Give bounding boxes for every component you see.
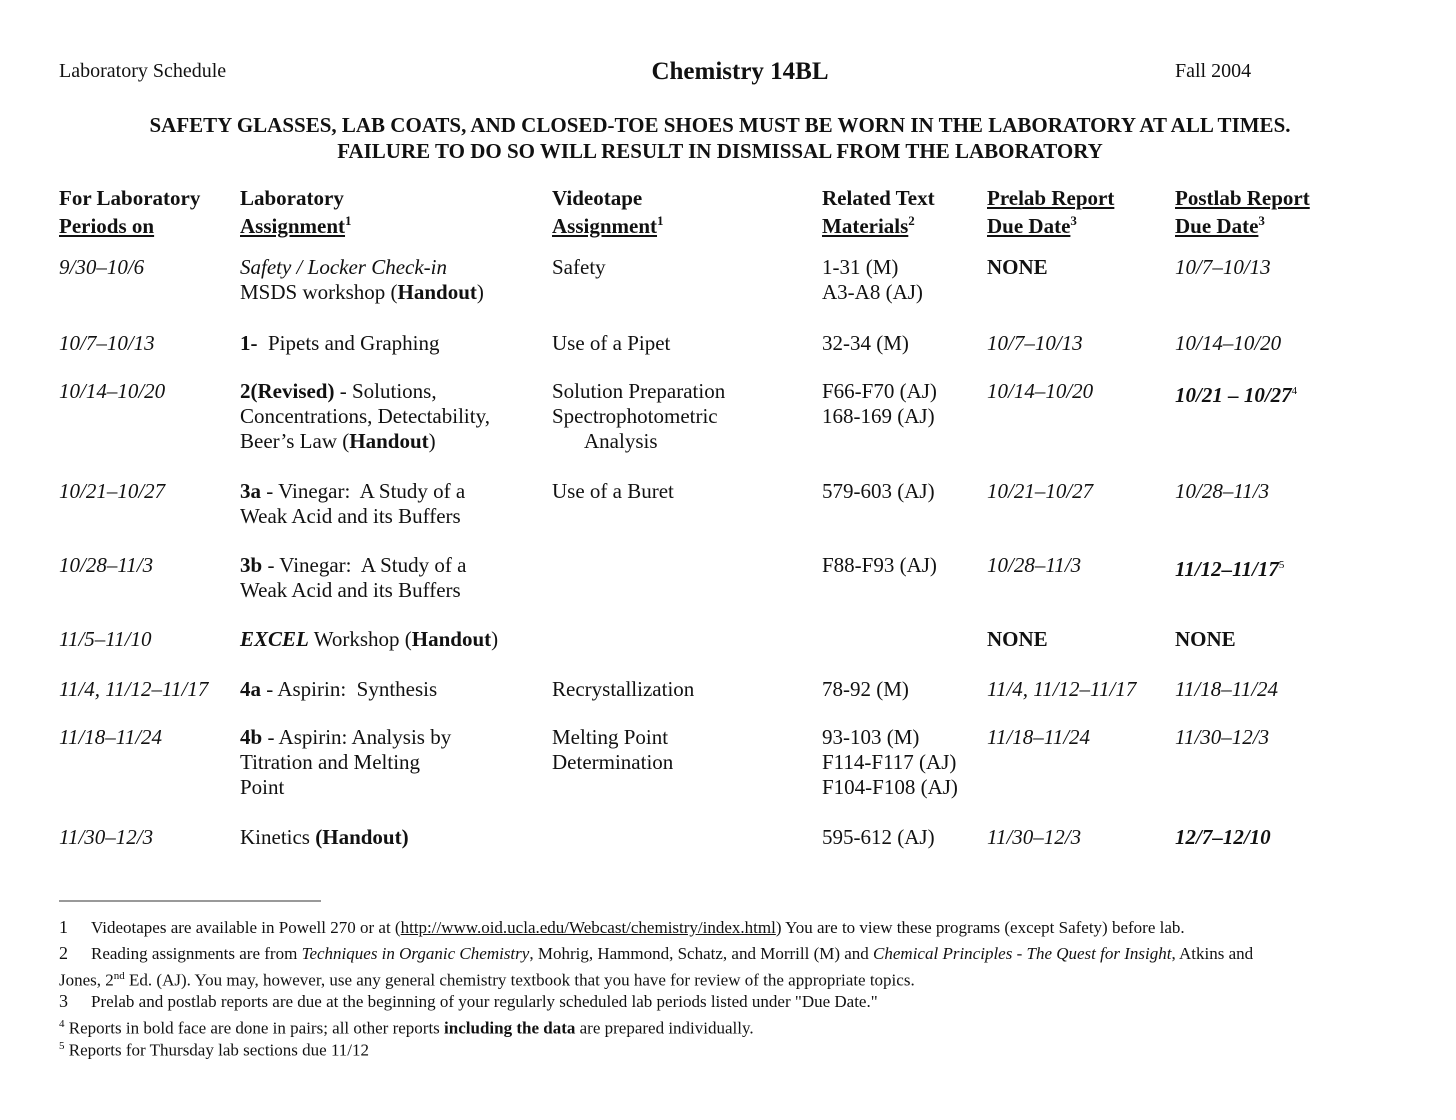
period-date: 9/30–10/6 (59, 255, 145, 279)
text-materials: 78-92 (M) (822, 677, 909, 701)
assignment-number: 4a (240, 677, 261, 701)
col-header-text (822, 184, 935, 240)
period-date: 10/21–10/27 (59, 479, 166, 503)
postlab-due (1175, 379, 1297, 408)
period-date: 11/18–11/24 (59, 725, 163, 749)
postlab-due: 11/18–11/24 (1175, 677, 1279, 701)
footnote-ref: 3 (1070, 213, 1077, 228)
col-header-prelab (987, 184, 1114, 240)
assignment-text: Workshop ( (308, 627, 412, 651)
assignment-text: Kinetics (240, 825, 310, 849)
postlab-due: 11/30–12/3 (1175, 725, 1270, 749)
video-line: Melting Point (552, 725, 669, 749)
col-header-prelab-line2: Due Date (987, 214, 1071, 238)
footnote-text: , Atkins and (1171, 944, 1254, 963)
footnote-text: Jones, 2 (59, 970, 114, 990)
assignment-line: Titration and Melting (240, 750, 421, 774)
assignment-line: Point (240, 775, 285, 799)
book-title: Techniques in Organic Chemistry (301, 944, 530, 963)
assignment-number: 1- (240, 331, 258, 355)
assignment-number: 3b (240, 553, 263, 577)
footnote-ref: 2 (908, 213, 915, 228)
footnote-ref: 1 (657, 213, 664, 228)
assignment-text: - Aspirin: Analysis by (262, 725, 452, 749)
safety-warning (0, 112, 1440, 164)
prelab-due: NONE (987, 255, 1048, 279)
video-line: Spectrophotometric (552, 404, 718, 428)
postlab-due: NONE (1175, 627, 1236, 651)
handout-label: Handout (322, 825, 402, 849)
text-materials: 32-34 (M) (822, 331, 909, 355)
footnote-text: Videotapes are available in Powell 270 or at ( (91, 918, 401, 937)
text-ref: F66-F70 (AJ) (822, 379, 937, 403)
prelab-due: NONE (987, 627, 1048, 651)
assignment-text: - Aspirin: Synthesis (261, 677, 438, 701)
prelab-due: 11/4, 11/12–11/17 (987, 677, 1137, 701)
period-date: 11/4, 11/12–11/17 (59, 677, 209, 701)
footnote-number: 1 (59, 917, 68, 937)
lab-assignment (240, 825, 409, 850)
footnote-text: Reports in bold face are done in pairs; all other reports (64, 1018, 445, 1038)
assignment-line: Concentrations, Detectability, (240, 404, 490, 428)
text-materials (822, 725, 958, 800)
assignment-number: EXCEL (240, 627, 309, 651)
assignment-text: ) (428, 429, 436, 453)
lab-assignment (240, 725, 451, 800)
assignment-number: 2(Revised) (240, 379, 335, 403)
text-ref: F114-F117 (AJ) (822, 750, 957, 774)
footnote-emphasis: including the data (444, 1018, 576, 1038)
assignment-line: Weak Acid and its Buffers (240, 504, 461, 528)
col-header-postlab (1175, 184, 1310, 240)
assignment-text: Pipets and Graphing (257, 331, 440, 355)
text-ref: 168-169 (AJ) (822, 404, 935, 428)
webcast-link[interactable]: http://www.oid.ucla.edu/Webcast/chemistry/index.html (400, 918, 776, 937)
assignment-text: ) (401, 825, 409, 849)
postlab-due: 10/28–11/3 (1175, 479, 1270, 503)
footnote-text: ) You are to view these programs (except Safety) before lab. (775, 918, 1185, 937)
col-header-assignment (240, 184, 352, 240)
videotape-assignment: Safety (552, 255, 606, 279)
video-line: Solution Preparation (552, 379, 726, 403)
period-date: 11/5–11/10 (59, 627, 152, 651)
footnote-1 (59, 916, 1389, 939)
assignment-text: ( (309, 825, 323, 849)
col-header-postlab-line2: Due Date (1175, 214, 1259, 238)
prelab-due: 11/18–11/24 (987, 725, 1091, 749)
assignment-text: Beer’s Law ( (240, 429, 350, 453)
postlab-due: 12/7–12/10 (1175, 825, 1271, 849)
text-materials (822, 379, 937, 429)
assignment-text: ) (476, 280, 484, 304)
col-header-videotape (552, 184, 664, 240)
text-materials: 595-612 (AJ) (822, 825, 935, 849)
videotape-assignment: Use of a Pipet (552, 331, 671, 355)
header-term: Fall 2004 (1175, 60, 1252, 82)
text-ref: A3-A8 (AJ) (822, 280, 923, 304)
footnote-text: Reports for Thursday lab sections due 11/12 (64, 1040, 370, 1060)
assignment-number: 3a (240, 479, 261, 503)
warning-line-1: SAFETY GLASSES, LAB COATS, AND CLOSED-TOE SHOES MUST BE WORN IN THE LABORATORY AT ALL TIMES. (149, 113, 1291, 137)
prelab-due: 10/21–10/27 (987, 479, 1094, 503)
postlab-date: 10/21 – 10/27 (1175, 383, 1292, 407)
assignment-text: - Vinegar: A Study of a (262, 553, 467, 577)
lab-assignment (240, 677, 437, 702)
text-ref: 1-31 (M) (822, 255, 899, 279)
footnote-text: Prelab and postlab reports are due at the beginning of your regularly scheduled lab periods listed under "Due Date." (91, 992, 878, 1011)
lab-assignment (240, 479, 465, 529)
col-header-videotape-line2: Assignment (552, 214, 658, 238)
assignment-text: ) (491, 627, 499, 651)
videotape-assignment: Use of a Buret (552, 479, 674, 503)
text-materials (822, 255, 923, 305)
footnote-number: 3 (59, 991, 68, 1011)
assignment-line: Safety / Locker Check-in (240, 255, 448, 279)
lab-assignment (240, 379, 490, 454)
video-line: Determination (552, 750, 674, 774)
text-materials: F88-F93 (AJ) (822, 553, 937, 577)
prelab-due: 10/28–11/3 (987, 553, 1082, 577)
footnote-divider (59, 900, 321, 902)
handout-label: Handout (349, 429, 429, 453)
col-header-postlab-line1: Postlab Report (1175, 186, 1310, 210)
footnote-number: 4 (59, 1018, 65, 1030)
col-header-assignment-line2: Assignment (240, 214, 346, 238)
header-left: Laboratory Schedule (59, 60, 227, 82)
footnote-text: Reading assignments are from (91, 944, 302, 963)
warning-line-2: FAILURE TO DO SO WILL RESULT IN DISMISSAL FROM THE LABORATORY (337, 139, 1103, 163)
footnote-text: , Mohrig, Hammond, Schatz, and Morrill (M) and (529, 944, 874, 963)
col-header-assignment-line1: Laboratory (240, 186, 344, 210)
assignment-text: - Solutions, (334, 379, 437, 403)
period-date: 10/28–11/3 (59, 553, 154, 577)
assignment-text: MSDS workshop ( (240, 280, 398, 304)
handout-label: Handout (411, 627, 492, 651)
footnote-text: are prepared individually. (575, 1018, 754, 1038)
book-title: Chemical Principles - The Quest for Insight (873, 944, 1172, 963)
period-date: 10/7–10/13 (59, 331, 155, 355)
footnote-ref: 5 (1278, 559, 1285, 571)
videotape-assignment (552, 379, 725, 454)
footnote-text: Ed. (AJ). You may, however, use any general chemistry textbook that you have for review of the appropriate topics. (124, 970, 915, 990)
footnote-number: 5 (59, 1040, 65, 1052)
footnote-2 (59, 942, 1389, 992)
assignment-line: Weak Acid and its Buffers (240, 578, 461, 602)
lab-assignment (240, 331, 439, 356)
text-materials: 579-603 (AJ) (822, 479, 935, 503)
videotape-assignment: Recrystallization (552, 677, 695, 701)
assignment-text: - Vinegar: A Study of a (261, 479, 466, 503)
col-header-videotape-line1: Videotape (552, 186, 643, 210)
assignment-number: 4b (240, 725, 263, 749)
text-ref: 93-103 (M) (822, 725, 920, 749)
video-line: Analysis (584, 429, 658, 453)
footnote-3 (59, 990, 1389, 1013)
period-date: 11/30–12/3 (59, 825, 154, 849)
col-header-text-line2: Materials (822, 214, 909, 238)
prelab-due: 10/7–10/13 (987, 331, 1083, 355)
page-title: Chemistry 14BL (651, 58, 829, 85)
videotape-assignment (552, 725, 673, 775)
prelab-due: 10/14–10/20 (987, 379, 1094, 403)
col-header-period-line2: Periods on (59, 214, 155, 238)
postlab-due: 10/7–10/13 (1175, 255, 1271, 279)
period-date: 10/14–10/20 (59, 379, 166, 403)
col-header-period (59, 184, 200, 240)
footnote-ref: 3 (1258, 213, 1265, 228)
postlab-date: 11/12–11/17 (1175, 557, 1279, 581)
footnote-5 (59, 1035, 1389, 1062)
col-header-text-line1: Related Text (822, 186, 935, 210)
prelab-due: 11/30–12/3 (987, 825, 1082, 849)
lab-assignment (240, 553, 466, 603)
postlab-due (1175, 553, 1284, 582)
col-header-period-line1: For Laboratory (59, 186, 201, 210)
text-ref: F104-F108 (AJ) (822, 775, 958, 799)
postlab-due: 10/14–10/20 (1175, 331, 1282, 355)
footnote-ref: 4 (1291, 385, 1298, 397)
col-header-prelab-line1: Prelab Report (987, 186, 1115, 210)
footnote-ref: 1 (345, 213, 352, 228)
lab-assignment (240, 627, 498, 652)
handout-label: Handout (397, 280, 477, 304)
lab-assignment (240, 255, 484, 305)
ordinal-suffix: nd (113, 970, 125, 982)
footnote-number: 2 (59, 943, 68, 963)
